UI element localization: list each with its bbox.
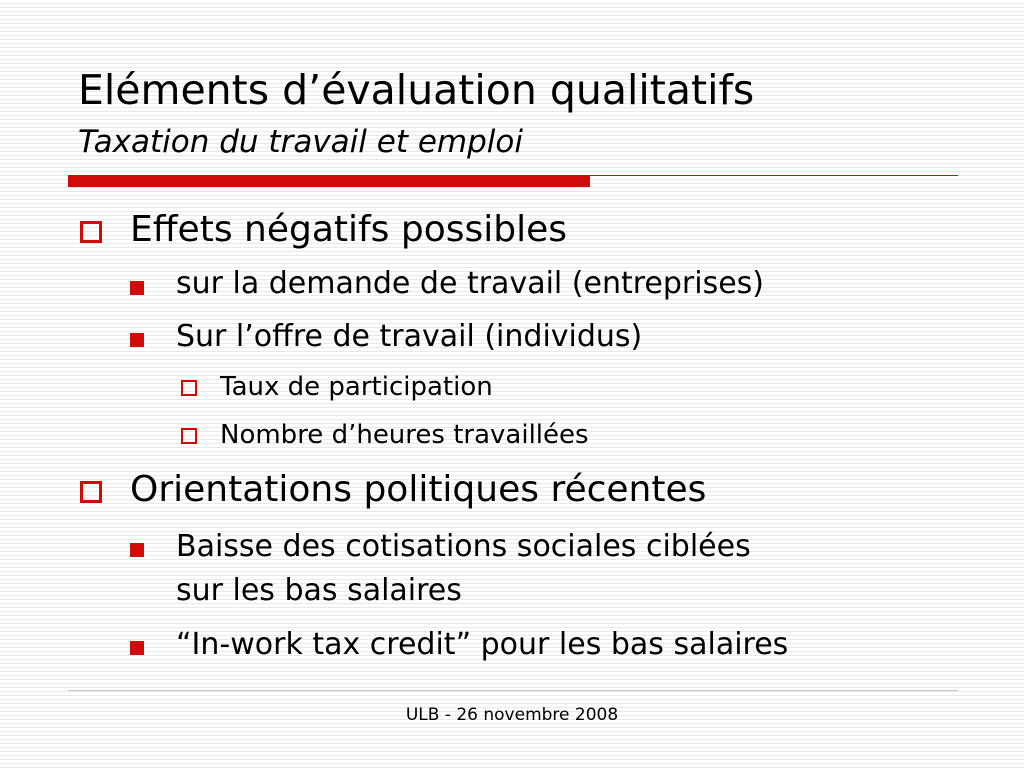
bullet-level2-cotisations-line2: sur les bas salaires: [176, 573, 462, 608]
footer-text: ULB - 26 novembre 2008: [405, 705, 619, 725]
bullet-level1-effets: Effets négatifs possibles: [130, 209, 568, 250]
hollow-square-bullet-icon: [80, 221, 102, 243]
slide-title: Eléments d’évaluation qualitatifs: [78, 66, 755, 114]
bullet-level2-demande: sur la demande de travail (entreprises): [176, 266, 764, 301]
title-accent-bar: [68, 175, 590, 187]
bullet-level2-tax-credit: “In-work tax credit” pour les bas salaires: [176, 627, 789, 662]
bullet-level2-cotisations-line1: Baisse des cotisations sociales ciblées: [176, 529, 751, 564]
slide-footer: [0, 704, 1024, 726]
hollow-square-bullet-icon: [80, 481, 102, 503]
slide-subtitle: Taxation du travail et emploi: [78, 124, 523, 160]
hollow-square-bullet-icon: [181, 380, 197, 396]
bullet-level3-heures: Nombre d’heures travaillées: [220, 420, 589, 450]
bullet-level3-participation: Taux de participation: [220, 372, 493, 402]
filled-square-bullet-icon: [130, 333, 144, 347]
bullet-level2-offre: Sur l’offre de travail (individus): [176, 319, 643, 354]
bullet-level1-orientations: Orientations politiques récentes: [130, 469, 707, 510]
title-accent-line: [590, 175, 958, 176]
footer-divider: [68, 690, 958, 691]
hollow-square-bullet-icon: [181, 428, 197, 444]
filled-square-bullet-icon: [130, 641, 144, 655]
filled-square-bullet-icon: [130, 543, 144, 557]
filled-square-bullet-icon: [130, 281, 144, 295]
